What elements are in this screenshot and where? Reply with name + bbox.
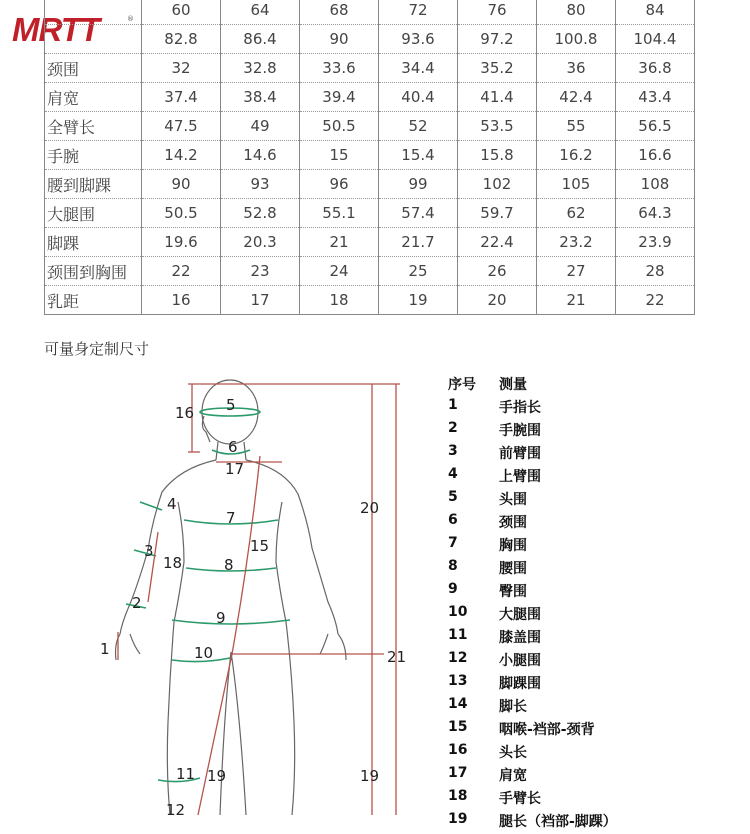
size-row-label: 手腕: [45, 141, 142, 170]
size-row-label: 全臂长: [45, 112, 142, 141]
legend-item: [448, 604, 748, 627]
figure-label-11: 11: [176, 765, 196, 783]
size-cell: 80: [537, 0, 616, 25]
figure-label-18: 18: [163, 554, 183, 572]
size-cell: 34.4: [379, 54, 458, 83]
size-cell: 22.4: [458, 228, 537, 257]
legend-item-num: 18: [448, 788, 468, 804]
size-cell: 19.6: [142, 228, 221, 257]
size-cell: 15: [300, 141, 379, 170]
legend-item-num: 9: [448, 581, 458, 597]
figure-label-10: 10: [194, 644, 214, 662]
size-cell: 64.3: [616, 199, 695, 228]
legend-item-num: 11: [448, 627, 468, 643]
legend-item-num: 5: [448, 489, 458, 505]
size-cell: 50.5: [300, 112, 379, 141]
size-table-row: [45, 199, 695, 228]
legend-item: [448, 420, 748, 443]
figure-label-1: 1: [100, 640, 110, 658]
size-cell: 16.6: [616, 141, 695, 170]
legend-item-num: 8: [448, 558, 458, 574]
size-cell: 22: [616, 286, 695, 315]
size-cell: 19: [379, 286, 458, 315]
size-cell: 22: [142, 257, 221, 286]
legend-item-num: 10: [448, 604, 468, 620]
size-cell: 57.4: [379, 199, 458, 228]
legend-item: [448, 466, 748, 489]
legend-item: [448, 627, 748, 650]
size-cell: 18: [300, 286, 379, 315]
green-girth-lines: [126, 408, 290, 782]
size-cell: 93: [221, 170, 300, 199]
legend-item-name: 头围: [499, 492, 527, 508]
size-table-row: [45, 83, 695, 112]
size-cell: 55: [537, 112, 616, 141]
figure-label-6: 6: [228, 438, 238, 456]
size-cell: 68: [300, 0, 379, 25]
size-cell: 55.1: [300, 199, 379, 228]
size-cell: 49: [221, 112, 300, 141]
size-cell: 86.4: [221, 25, 300, 54]
legend-item: [448, 443, 748, 466]
size-cell: 17: [221, 286, 300, 315]
red-length-lines: [118, 384, 400, 815]
size-cell: 52.8: [221, 199, 300, 228]
figure-label-16: 16: [175, 404, 195, 422]
figure-label-8: 8: [224, 556, 234, 574]
figure-label-3: 3: [144, 542, 154, 560]
svg-text:MRTT: MRTT: [12, 11, 100, 46]
custom-size-note: 可量身定制尺寸: [44, 340, 150, 358]
size-cell: 97.2: [458, 25, 537, 54]
size-cell: 23: [221, 257, 300, 286]
legend-item-name: 手指长: [499, 400, 541, 416]
size-cell: 93.6: [379, 25, 458, 54]
size-row-label: 脚踝: [45, 228, 142, 257]
size-cell: 104.4: [616, 25, 695, 54]
legend-item-num: 14: [448, 696, 468, 712]
size-cell: 26: [458, 257, 537, 286]
size-cell: 60: [142, 0, 221, 25]
legend-item-num: 7: [448, 535, 458, 551]
size-cell: 72: [379, 0, 458, 25]
legend-item: [448, 719, 748, 742]
size-cell: 105: [537, 170, 616, 199]
legend-item-name: 咽喉-裆部-颈背: [499, 722, 595, 738]
size-cell: 33.6: [300, 54, 379, 83]
legend-item: [448, 650, 748, 673]
size-cell: 90: [142, 170, 221, 199]
size-cell: 82.8: [142, 25, 221, 54]
measurement-legend: [448, 374, 748, 834]
legend-item-num: 2: [448, 420, 458, 436]
legend-item-name: 前臂围: [499, 446, 541, 462]
size-cell: 59.7: [458, 199, 537, 228]
size-cell: 25: [379, 257, 458, 286]
size-cell: 21.7: [379, 228, 458, 257]
size-cell: 32.8: [221, 54, 300, 83]
size-row-label: 大腿围: [45, 199, 142, 228]
size-cell: 16: [142, 286, 221, 315]
size-row-label: 颈围到胸围: [45, 257, 142, 286]
size-table-row: [45, 112, 695, 141]
size-cell: 47.5: [142, 112, 221, 141]
size-cell: 21: [300, 228, 379, 257]
size-cell: 14.2: [142, 141, 221, 170]
legend-item-num: 19: [448, 811, 468, 827]
legend-item-name: 脚踝围: [499, 676, 541, 692]
size-cell: 38.4: [221, 83, 300, 112]
legend-item-num: 15: [448, 719, 468, 735]
legend-item-name: 上臂围: [499, 469, 541, 485]
size-cell: 39.4: [300, 83, 379, 112]
size-cell: 23.2: [537, 228, 616, 257]
body-measurement-diagram: [100, 372, 430, 815]
figure-label-4: 4: [167, 495, 177, 513]
size-cell: 14.6: [221, 141, 300, 170]
legend-item-name: 肩宽: [499, 768, 527, 784]
legend-item-num: 3: [448, 443, 458, 459]
size-cell: 62: [537, 199, 616, 228]
legend-item-name: 手臂长: [499, 791, 541, 807]
figure-label-15: 15: [250, 537, 270, 555]
size-row-label: [45, 25, 142, 54]
size-table-row: [45, 286, 695, 315]
size-cell: 76: [458, 0, 537, 25]
size-cell: 15.8: [458, 141, 537, 170]
legend-item: [448, 788, 748, 811]
size-cell: 43.4: [616, 83, 695, 112]
size-cell: 23.9: [616, 228, 695, 257]
legend-item: [448, 742, 748, 765]
legend-item-name: 膝盖围: [499, 630, 541, 646]
size-cell: 50.5: [142, 199, 221, 228]
legend-header: [448, 374, 748, 397]
size-cell: 56.5: [616, 112, 695, 141]
legend-header-name: 测量: [499, 377, 527, 393]
legend-item-num: 16: [448, 742, 468, 758]
figure-label-5: 5: [226, 396, 236, 414]
figure-label-9: 9: [216, 609, 226, 627]
figure-label-12: 12: [166, 801, 186, 815]
legend-header-num: 序号: [448, 377, 476, 393]
size-cell: 15.4: [379, 141, 458, 170]
size-cell: 27: [537, 257, 616, 286]
size-row-label: 乳距: [45, 286, 142, 315]
legend-item-name: 胸围: [499, 538, 527, 554]
legend-item-name: 头长: [499, 745, 527, 761]
legend-item: [448, 397, 748, 420]
legend-item-num: 17: [448, 765, 468, 781]
legend-item-num: 13: [448, 673, 468, 689]
size-cell: 84: [616, 0, 695, 25]
legend-item-name: 臀围: [499, 584, 527, 600]
size-cell: 24: [300, 257, 379, 286]
size-cell: 41.4: [458, 83, 537, 112]
legend-item-name: 腰围: [499, 561, 527, 577]
size-cell: 16.2: [537, 141, 616, 170]
legend-item-name: 手腕围: [499, 423, 541, 439]
size-cell: 52: [379, 112, 458, 141]
figure-label-21: 21: [387, 648, 407, 666]
figure-label-20: 20: [360, 499, 380, 517]
legend-item: [448, 558, 748, 581]
size-row-label: 肩宽: [45, 83, 142, 112]
legend-item: [448, 811, 748, 834]
legend-item-name: 颈围: [499, 515, 527, 531]
size-table-row: [45, 25, 695, 54]
size-cell: 102: [458, 170, 537, 199]
legend-item: [448, 535, 748, 558]
figure-number-labels: [100, 396, 406, 815]
size-cell: 36: [537, 54, 616, 83]
svg-text:®: ®: [127, 15, 134, 23]
figure-label-19: 19: [360, 767, 380, 785]
size-cell: 28: [616, 257, 695, 286]
size-cell: 90: [300, 25, 379, 54]
size-table-row: [45, 54, 695, 83]
legend-item: [448, 489, 748, 512]
size-row-label: 腰到脚踝: [45, 170, 142, 199]
figure-label-2: 2: [132, 594, 142, 612]
legend-item-num: 6: [448, 512, 458, 528]
legend-item: [448, 696, 748, 719]
size-cell: 53.5: [458, 112, 537, 141]
size-cell: 36.8: [616, 54, 695, 83]
legend-item: [448, 581, 748, 604]
size-cell: 20: [458, 286, 537, 315]
size-row-label: 颈围: [45, 54, 142, 83]
legend-item: [448, 765, 748, 788]
size-table-row: [45, 257, 695, 286]
size-table-row: [45, 141, 695, 170]
size-table-row: [45, 170, 695, 199]
size-cell: 40.4: [379, 83, 458, 112]
legend-item-name: 脚长: [499, 699, 527, 715]
size-cell: 42.4: [537, 83, 616, 112]
legend-item-name: 腿长（裆部-脚踝）: [499, 814, 617, 830]
size-table-row: [45, 228, 695, 257]
size-table: [44, 0, 695, 315]
legend-item-num: 1: [448, 397, 458, 413]
legend-item-name: 小腿围: [499, 653, 541, 669]
size-row-label: [45, 0, 142, 25]
figure-label-17: 17: [225, 460, 245, 478]
size-cell: 96: [300, 170, 379, 199]
size-cell: 64: [221, 0, 300, 25]
legend-item-name: 大腿围: [499, 607, 541, 623]
size-cell: 100.8: [537, 25, 616, 54]
size-cell: 32: [142, 54, 221, 83]
figure-label-19: 19: [207, 767, 227, 785]
size-cell: 108: [616, 170, 695, 199]
legend-item-num: 12: [448, 650, 468, 666]
size-cell: 20.3: [221, 228, 300, 257]
size-cell: 99: [379, 170, 458, 199]
legend-item: [448, 512, 748, 535]
size-cell: 35.2: [458, 54, 537, 83]
size-cell: 21: [537, 286, 616, 315]
figure-label-7: 7: [226, 509, 236, 527]
legend-item-num: 4: [448, 466, 458, 482]
size-cell: 37.4: [142, 83, 221, 112]
size-table-row: [45, 0, 695, 25]
legend-item: [448, 673, 748, 696]
